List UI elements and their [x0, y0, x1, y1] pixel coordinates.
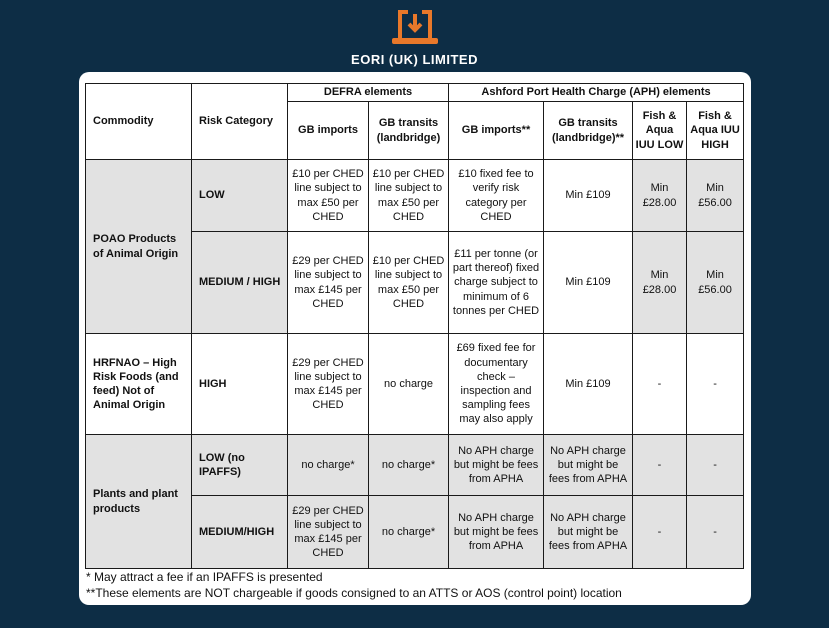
header-fish-high: Fish & Aqua IUU HIGH	[687, 102, 744, 160]
fee-cell: -	[633, 496, 687, 569]
footnotes	[86, 570, 622, 601]
company-name: EORI (UK) LIMITED	[351, 52, 478, 67]
fee-cell: no charge*	[288, 435, 369, 496]
header-defra-elements: DEFRA elements	[288, 84, 449, 102]
fee-cell: Min £28.00	[633, 232, 687, 334]
fee-cell: £10 per CHED line subject to max £50 per CHED	[369, 232, 449, 334]
fee-cell: -	[687, 334, 744, 435]
fee-cell: £10 fixed fee to verify risk category per CHED	[449, 160, 544, 232]
fee-cell: no charge*	[369, 496, 449, 569]
header-aph-gb-imports: GB imports**	[449, 102, 544, 160]
header-fish-low: Fish & Aqua IUU LOW	[633, 102, 687, 160]
fee-cell: no charge*	[369, 435, 449, 496]
footnote: **These elements are NOT chargeable if goods consigned to an ATTS or AOS (control point) location	[86, 585, 622, 600]
footnote: * May attract a fee if an IPAFFS is presented	[86, 570, 323, 584]
fee-cell: Min £56.00	[687, 232, 744, 334]
fee-cell: Min £28.00	[633, 160, 687, 232]
fee-cell: no charge	[369, 334, 449, 435]
risk-cell: LOW	[192, 160, 288, 232]
fee-cell: £10 per CHED line subject to max £50 per CHED	[288, 160, 369, 232]
fee-cell: £10 per CHED line subject to max £50 per CHED	[369, 160, 449, 232]
fee-cell: Min £109	[544, 232, 633, 334]
fee-cell: £69 fixed fee for documentary check – inspection and sampling fees may also apply	[449, 334, 544, 435]
fee-cell: Min £56.00	[687, 160, 744, 232]
fee-cell: -	[687, 496, 744, 569]
risk-cell: MEDIUM / HIGH	[192, 232, 288, 334]
fee-cell: £29 per CHED line subject to max £145 per CHED	[288, 232, 369, 334]
fee-card	[79, 72, 751, 605]
fee-cell: £29 per CHED line subject to max £145 per CHED	[288, 334, 369, 435]
header-aph-gb-transits: GB transits (landbridge)**	[544, 102, 633, 160]
fee-cell: £11 per tonne (or part thereof) fixed charge subject to minimum of 6 tonnes per CHED	[449, 232, 544, 334]
fee-cell: Min £109	[544, 334, 633, 435]
fee-cell: No APH charge but might be fees from APHA	[449, 496, 544, 569]
fee-cell: Min £109	[544, 160, 633, 232]
fee-cell: No APH charge but might be fees from APHA	[544, 435, 633, 496]
header-risk-category: Risk Category	[192, 84, 288, 160]
fee-cell: -	[687, 435, 744, 496]
header-commodity: Commodity	[86, 84, 192, 160]
table-row	[86, 435, 744, 496]
fee-cell: No APH charge but might be fees from APHA	[544, 496, 633, 569]
fee-cell: No APH charge but might be fees from APHA	[449, 435, 544, 496]
commodity-cell: POAO Products of Animal Origin	[86, 160, 192, 334]
risk-cell: LOW (no IPAFFS)	[192, 435, 288, 496]
fees-table	[85, 83, 744, 569]
risk-cell: MEDIUM/HIGH	[192, 496, 288, 569]
risk-cell: HIGH	[192, 334, 288, 435]
commodity-cell: HRFNAO – High Risk Foods (and feed) Not of Animal Origin	[86, 334, 192, 435]
header-gb-transits: GB transits (landbridge)	[369, 102, 449, 160]
laptop-download-icon	[389, 8, 441, 48]
fee-cell: -	[633, 435, 687, 496]
header-gb-imports: GB imports	[288, 102, 369, 160]
commodity-cell: Plants and plant products	[86, 435, 192, 569]
fee-cell: £29 per CHED line subject to max £145 per CHED	[288, 496, 369, 569]
header-aph-elements: Ashford Port Health Charge (APH) elements	[449, 84, 744, 102]
table-row	[86, 334, 744, 435]
fee-cell: -	[633, 334, 687, 435]
table-row	[86, 160, 744, 232]
